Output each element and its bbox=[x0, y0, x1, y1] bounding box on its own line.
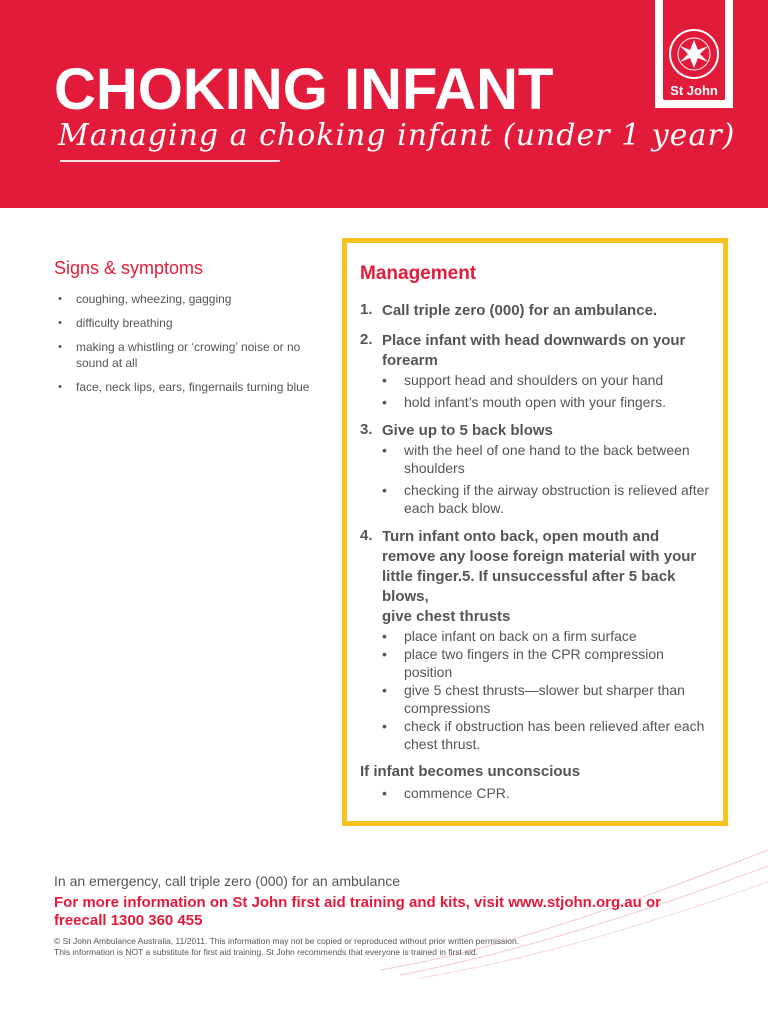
step-4 bbox=[360, 527, 710, 753]
list-item: • with the heel of one hand to the back between shoulders bbox=[382, 441, 710, 477]
legal-line-1: © St John Ambulance Australia, 11/2011. This information may not be copied or reproduced without prior written permission. bbox=[54, 936, 520, 946]
management-heading: Management bbox=[360, 263, 477, 284]
step-subheading: give chest thrusts bbox=[382, 608, 511, 625]
step-heading: Place infant with head downwards on your forearm bbox=[382, 332, 686, 369]
st-john-logo bbox=[655, 0, 733, 108]
signs-heading: Signs & symptoms bbox=[54, 258, 204, 278]
step-2 bbox=[360, 331, 710, 411]
subtitle-underline bbox=[60, 160, 280, 162]
step-heading: Call triple zero (000) for an ambulance. bbox=[382, 302, 658, 319]
list-item: • coughing, wheezing, gagging bbox=[54, 291, 314, 307]
maltese-cross-icon bbox=[666, 26, 722, 82]
step-heading: Turn infant onto back, open mouth and remove any loose foreign material with your little finger.5. If unsuccessful after 5 back blows, bbox=[382, 528, 697, 605]
list-item: • making a whistling or ‘crowing’ noise or no sound at all bbox=[54, 339, 314, 371]
management-steps bbox=[360, 301, 710, 802]
emergency-text: In an emergency, call triple zero (000) for an ambulance bbox=[54, 873, 401, 889]
unconscious-heading: If infant becomes unconscious bbox=[360, 763, 581, 780]
legal-line-2: This information is NOT a substitute for first aid training. St John recommends that everyone is trained in first aid. bbox=[54, 947, 479, 957]
signs-section bbox=[54, 258, 314, 403]
footer bbox=[54, 872, 674, 958]
step-number: 1. bbox=[360, 301, 373, 318]
list-item: • hold infant’s mouth open with your fingers. bbox=[382, 393, 710, 411]
list-item: • give 5 chest thrusts—slower but sharper than compressions bbox=[382, 681, 710, 717]
step-number: 3. bbox=[360, 421, 373, 438]
list-item: • face, neck lips, ears, fingernails turning blue bbox=[54, 379, 314, 395]
signs-list bbox=[54, 291, 314, 395]
page-title: CHOKING INFANT bbox=[54, 57, 554, 122]
more-info-text: For more information on St John first aid training and kits, visit www.stjohn.org.au or freecall 1300 360 455 bbox=[54, 894, 661, 929]
step-number: 2. bbox=[360, 331, 373, 348]
step-heading: Give up to 5 back blows bbox=[382, 422, 553, 439]
legal-text bbox=[54, 936, 674, 958]
page-subtitle: Managing a choking infant (under 1 year) bbox=[58, 118, 736, 153]
management-box bbox=[342, 238, 728, 826]
unconscious-list bbox=[360, 784, 710, 802]
list-item: • checking if the airway obstruction is relieved after each back blow. bbox=[382, 481, 710, 517]
list-item: • difficulty breathing bbox=[54, 315, 314, 331]
step-number: 4. bbox=[360, 527, 373, 544]
list-item: • check if obstruction has been relieved after each chest thrust. bbox=[382, 717, 710, 753]
list-item: • support head and shoulders on your hand bbox=[382, 371, 710, 389]
step-3 bbox=[360, 421, 710, 517]
list-item: • place two fingers in the CPR compression position bbox=[382, 645, 710, 681]
logo-text: St John bbox=[670, 83, 718, 98]
header-banner bbox=[0, 0, 768, 208]
list-item: • commence CPR. bbox=[360, 784, 710, 802]
step-1 bbox=[360, 301, 710, 321]
list-item: • place infant on back on a firm surface bbox=[382, 627, 710, 645]
